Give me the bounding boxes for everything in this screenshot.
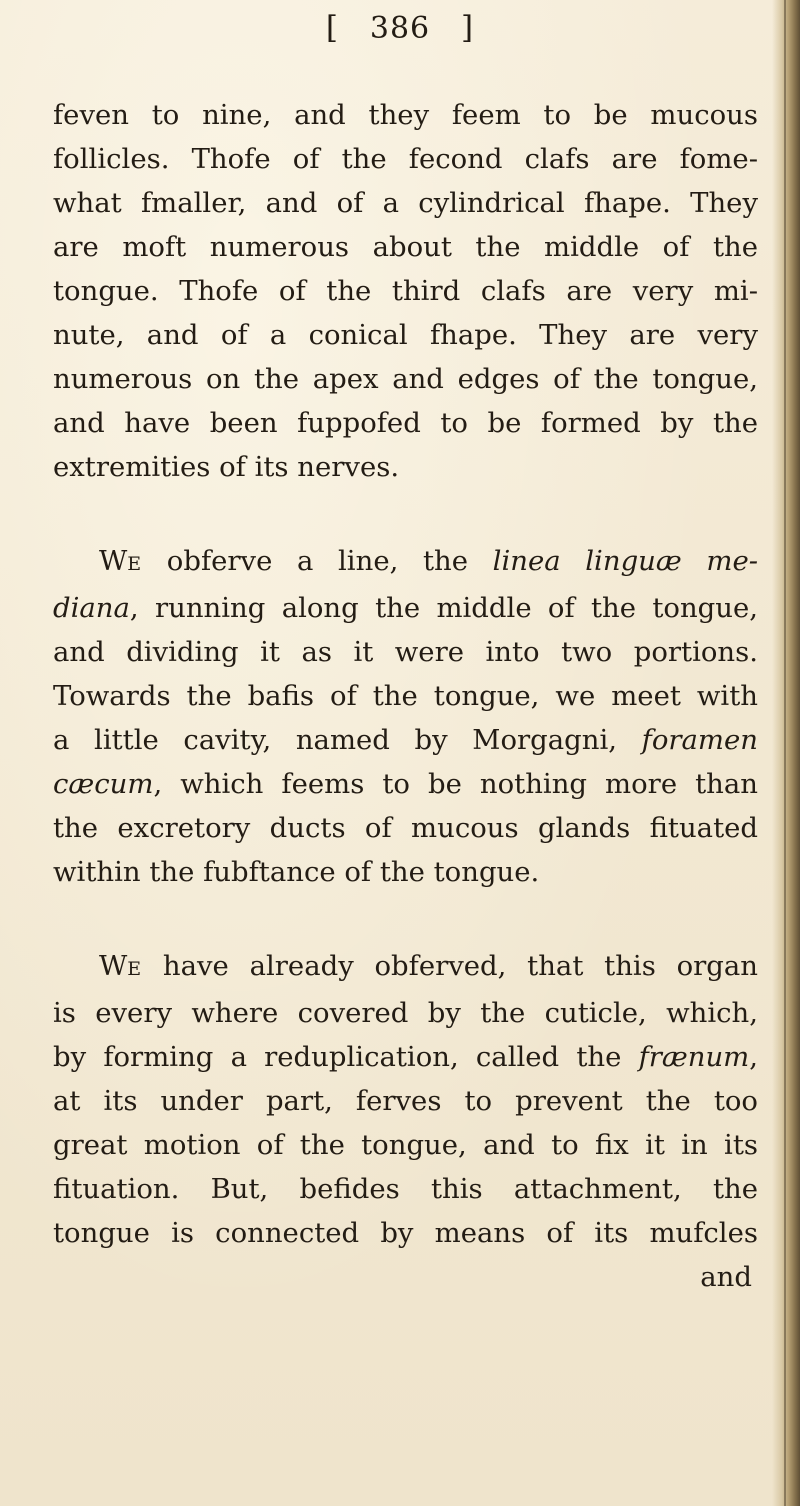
latin-term: cæcum [53,768,154,800]
header-open-bracket: [ [325,10,339,46]
paragraph-2 [53,539,758,894]
text-run: obferve a line, the [166,545,469,577]
text-run: a little cavity, named by Morgagni, [53,724,618,756]
latin-term: foramen [641,724,758,756]
page-number: 386 [369,11,431,46]
text-line [53,1035,758,1079]
text-line: Towards the bafis of the tongue, we meet with [53,680,758,712]
text-line: follicles. Thofe of the fecond clafs are fome- [53,143,758,175]
page-binding-edge [772,0,800,1506]
text-line: fituation. But, befides this attachment, the [53,1173,758,1205]
catchword: and [700,1261,752,1293]
text-run: by forming a reduplication, called the [53,1041,622,1073]
text-line: is every where covered by the cuticle, which, [53,997,758,1029]
text-run: , running along the middle of the tongue, [129,592,758,624]
text-line: and have been fuppofed to be formed by the [53,407,758,439]
text-line: are moft numerous about the middle of the [53,231,758,263]
text-line: what fmaller, and of a cylindrical fhape. They [53,187,758,219]
latin-term: frænum [638,1041,750,1073]
text-line: extremities of its nerves. [53,451,400,483]
text-line [53,586,758,630]
body-text [53,93,758,1299]
drop-word-e: E [127,553,143,575]
paragraph-gap [53,894,758,944]
text-line [53,718,758,762]
text-line: the excretory ducts of mucous glands fituated [53,812,758,844]
drop-word-e: E [127,958,143,980]
text-run: , which feems to be nothing more than [153,768,758,800]
text-line: nute, and of a conical fhape. They are very [53,319,758,351]
latin-term: diana [53,592,130,624]
text-line: great motion of the tongue, and to fix it in its [53,1129,758,1161]
binding-shadow-line [784,0,786,1506]
header-close-bracket: ] [460,10,475,46]
text-line: and dividing it as it were into two portions. [53,636,758,668]
latin-term: linea linguæ me- [492,545,759,577]
text-line [53,539,758,586]
paragraph-1 [53,93,758,489]
drop-word-w: W [99,950,128,982]
paragraph-gap [53,489,758,539]
paragraph-3 [53,944,758,1299]
text-line [53,944,758,991]
text-line: feven to nine, and they feem to be mucous [53,99,758,131]
text-line: within the fubftance of the tongue. [53,856,540,888]
text-line [53,762,758,806]
text-line: numerous on the apex and edges of the tongue, [53,363,758,395]
text-line: tongue is connected by means of its mufcles [53,1217,758,1249]
page-header [0,10,800,46]
text-run: , [749,1041,758,1073]
text-run: have already obferved, that this organ [162,950,758,982]
text-line: at its under part, ferves to prevent the too [53,1085,758,1117]
drop-word-w: W [99,545,128,577]
text-line: tongue. Thofe of the third clafs are very mi- [53,275,758,307]
